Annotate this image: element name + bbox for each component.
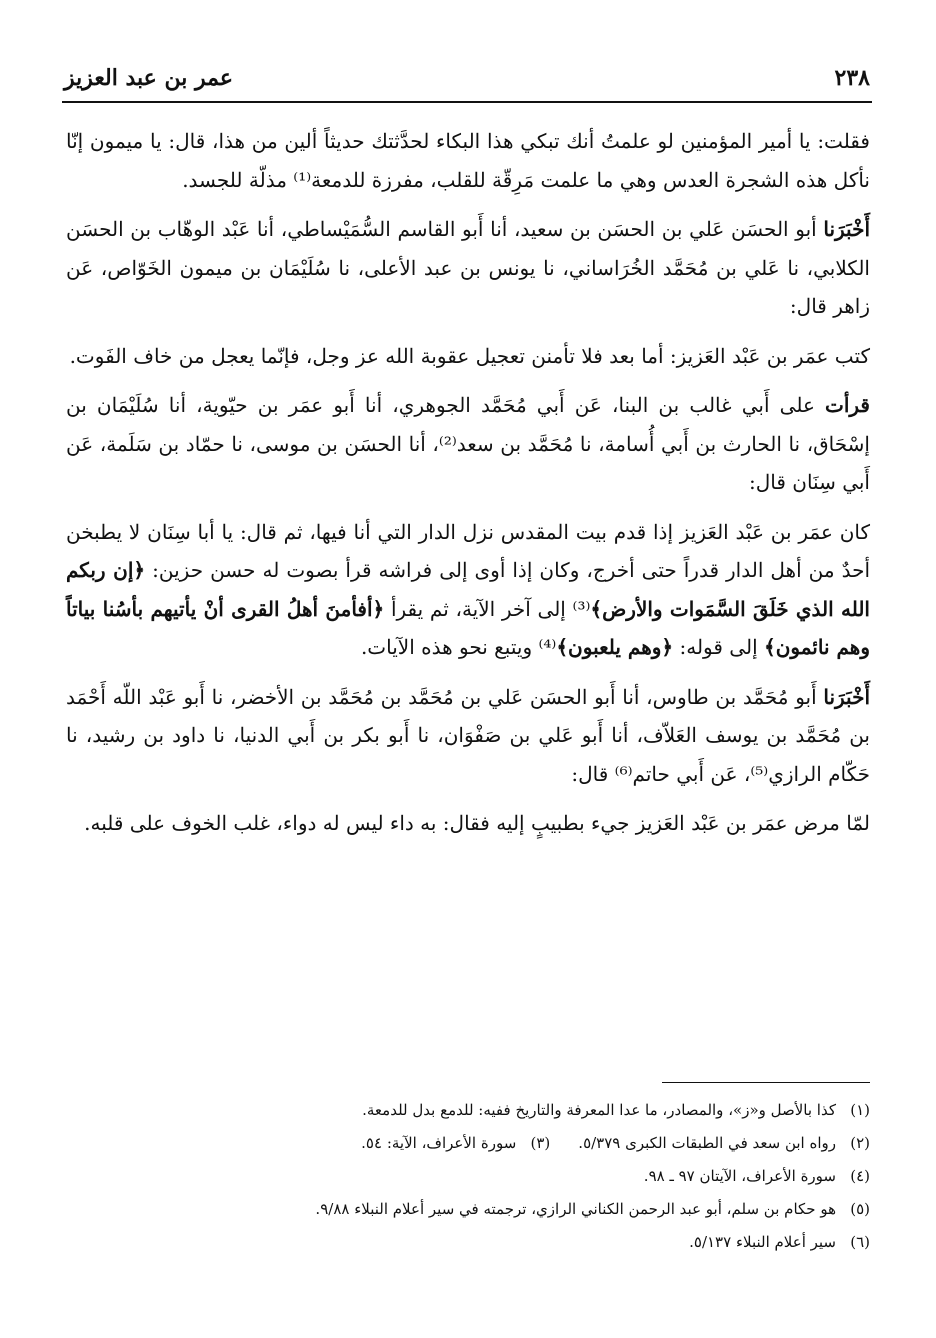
- footnote-text: سير أعلام النبلاء ٥/١٣٧.: [689, 1233, 836, 1251]
- footnote-text: هو حكام بن سلم، أبو عبد الرحمن الكناني الرازي، ترجمته في سير أعلام النبلاء ٩/٨٨.: [315, 1200, 836, 1218]
- paragraph: [66, 337, 870, 376]
- quran-verse: ﴿وهم يلعبون﴾: [556, 635, 674, 659]
- paragraph: [66, 386, 870, 502]
- running-title: عمر بن عبد العزيز: [64, 65, 233, 91]
- footnote-text: سورة الأعراف، الآيتان ٩٧ ـ ٩٨.: [643, 1167, 836, 1185]
- footnote-pair: [66, 1127, 870, 1160]
- footnote: [66, 1094, 870, 1127]
- header-divider: [62, 101, 872, 103]
- page-number: ٢٣٨: [834, 65, 870, 91]
- running-head: [64, 58, 870, 98]
- paragraph-text: إلى قوله:: [673, 635, 764, 659]
- paragraph-with-verses: [66, 513, 870, 667]
- paragraph-text: كان عمَر بن عَبْد العَزيز إذا قدم بيت المقدس نزل الدار التي أنا فيها، ثم قال: يا أبا سِنَان لا يطبخن أحدٌ من أهل الدار قدراً حتى أخرج، وكان إذا أوى إلى فراشه قرأ بصوت له حسن حزين:: [66, 519, 870, 582]
- footnote-text: رواه ابن سعد في الطبقات الكبرى ٥/٣٧٩.: [578, 1134, 836, 1152]
- footnote-divider: [662, 1082, 870, 1083]
- paragraph-text: أَبو مُحَمَّد بن طاوس، أنا أَبو الحسَن عَلي بن مُحَمَّد بن مُحَمَّد بن الأخضر، نا أَبو عَبْد اللّه أَحْمَد بن مُحَمَّد بن يوسف العَلاّف، أنا أَبو عَلي بن صَفْوَان، نا أَبو بكر بن أَبي الدنيا، نا داود بن رشيد، نا حَكّام الرازي⁽⁵⁾، عَن أَبي حاتم⁽⁶⁾ قال:: [66, 684, 870, 786]
- footnote: [66, 1160, 870, 1193]
- footnote-number: (٤): [850, 1167, 870, 1185]
- footnote-number: (٦): [850, 1233, 870, 1251]
- paragraph-text: فقلت: يا أمير المؤمنين لو علمتُ أنك تبكي هذا البكاء لحدَّثتك حديثاً ألين من هذا، قال: يا ميمون إنّا نأكل هذه الشجرة العدس وهي ما علمت مَرِقّة للقلب، مفرزة للدمعة⁽¹⁾ مذلّة للجسد.: [66, 129, 870, 192]
- footnote-text: كذا بالأصل و«ز»، والمصادر، ما عدا المعرفة والتاريخ ففيه: للدمع بدل للدمعة.: [362, 1101, 836, 1119]
- paragraph: [66, 678, 870, 794]
- paragraph-lead: أَخْبَرَنا: [823, 217, 870, 241]
- paragraph-text: ⁽³⁾ إلى آخر الآية، ثم يقرأ: [384, 596, 591, 621]
- footnote-number: (٣): [530, 1134, 551, 1152]
- paragraph-lead: أَخْبَرَنا: [823, 684, 870, 709]
- paragraph-text: أبو الحسَن عَلي بن الحسَن بن سعيد، أنا أَبو القاسم السُّمَيْساطي، أنا عَبْد الوهّاب بن الحسَن الكلابي، نا عَلي بن مُحَمَّد الخُرَاساني، نا يونس بن عبد الأعلى، نا سُلَيْمَان بن ميمون الخَوّاص، عَن زاهر قال:: [66, 217, 870, 318]
- quran-verse: ﴿أفأمنَ أهلُ القرى أنْ يأتيهم بأسُنا بياتاً وهم نائمون﴾: [66, 596, 870, 659]
- paragraph: [66, 122, 870, 199]
- footnote: [66, 1193, 870, 1226]
- paragraph-lead: قرأت: [825, 393, 870, 417]
- paragraph: [66, 804, 870, 843]
- footnote-number: (١): [850, 1101, 870, 1119]
- paragraph-text: لمّا مرض عمَر بن عَبْد العَزيز جيء بطبيبٍ إليه فقال: به داء ليس له دواء، غلب الخوف على قلبه.: [84, 811, 870, 835]
- paragraph-text: كتب عمَر بن عَبْد العَزيز: أما بعد فلا تأمنن تعجيل عقوبة الله عز وجل، فإنّما يعجل من خاف الفَوت.: [69, 343, 870, 368]
- main-text: [66, 122, 870, 854]
- footnote-text: سورة الأعراف، الآية: ٥٤.: [361, 1134, 517, 1152]
- footnote-number: (٥): [850, 1200, 870, 1218]
- quran-verse: ﴿إن ربكم الله الذي خَلَقَ السَّمَوات والأرض﴾: [66, 558, 870, 621]
- paragraph-text: ⁽⁴⁾ ويتبع نحو هذه الآيات.: [360, 635, 557, 659]
- footnote: [361, 1127, 550, 1160]
- paragraph-text: على أَبي غالب بن البنا، عَن أَبي مُحَمَّد الجوهري، أنا أَبو عمَر بن حيّوية، أنا سُلَيْمَان بن إسْحَاق، نا الحارث بن أَبي أُسامة، نا مُحَمَّد بن سعد⁽²⁾، أنا الحسَن بن موسى، نا حمّاد بن سَلَمة، عَن أَبي سِنَان قال:: [66, 393, 870, 494]
- paragraph: [66, 210, 870, 326]
- footnote: [66, 1226, 870, 1259]
- footnote-number: (٢): [850, 1134, 870, 1152]
- footnotes: [66, 1094, 870, 1259]
